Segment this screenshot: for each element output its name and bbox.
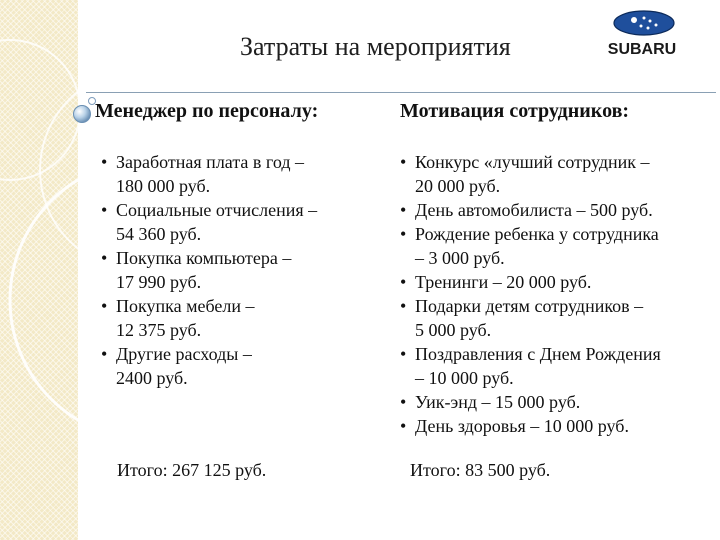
list-item bbox=[400, 198, 710, 222]
list-item-line: Рождение ребенка у сотрудника bbox=[415, 224, 659, 244]
list-item-line: День здоровья – 10 000 руб. bbox=[415, 416, 629, 436]
list-item bbox=[400, 414, 710, 438]
page-title: Затраты на мероприятия bbox=[240, 32, 511, 61]
list-item-line: Поздравления с Днем Рождения bbox=[415, 344, 661, 364]
list-item bbox=[101, 198, 381, 246]
list-item-line: Покупка мебели – bbox=[116, 296, 255, 316]
list-item-line: Другие расходы – bbox=[116, 344, 252, 364]
list-item bbox=[101, 246, 381, 294]
list-item-line: Заработная плата в год – bbox=[116, 152, 304, 172]
right-total: Итого: 83 500 руб. bbox=[410, 460, 551, 480]
list-item-line: – 3 000 руб. bbox=[415, 248, 505, 268]
list-item bbox=[101, 342, 381, 390]
svg-text:SUBARU: SUBARU bbox=[607, 41, 677, 58]
list-item bbox=[400, 222, 710, 270]
list-item-line: Конкурс «лучший сотрудник – bbox=[415, 152, 650, 172]
right-column-heading: Мотивация сотрудников: bbox=[400, 100, 630, 122]
list-item bbox=[400, 270, 710, 294]
list-item-line: – 10 000 руб. bbox=[415, 368, 514, 388]
list-item bbox=[400, 294, 710, 342]
list-item-line: 5 000 руб. bbox=[415, 320, 492, 340]
list-item-line: Покупка компьютера – bbox=[116, 248, 292, 268]
list-item-line: 12 375 руб. bbox=[116, 320, 202, 340]
list-item bbox=[101, 150, 381, 198]
list-item bbox=[400, 390, 710, 414]
subaru-logo bbox=[578, 8, 706, 58]
list-item-line: 17 990 руб. bbox=[116, 272, 202, 292]
left-total: Итого: 267 125 руб. bbox=[117, 460, 267, 480]
list-item-line: Социальные отчисления – bbox=[116, 200, 318, 220]
list-item-line: 20 000 руб. bbox=[415, 176, 501, 196]
list-item-line: Подарки детям сотрудников – bbox=[415, 296, 644, 316]
left-column-heading: Менеджер по персоналу: bbox=[95, 100, 319, 122]
list-item-line: Уик-энд – 15 000 руб. bbox=[415, 392, 581, 412]
list-item bbox=[101, 294, 381, 342]
list-item-line: Тренинги – 20 000 руб. bbox=[415, 272, 592, 292]
list-item bbox=[400, 342, 710, 390]
left-expense-list bbox=[101, 150, 381, 390]
list-item-line: День автомобилиста – 500 руб. bbox=[415, 200, 653, 220]
list-item bbox=[400, 150, 710, 198]
list-item-line: 54 360 руб. bbox=[116, 224, 202, 244]
header-divider bbox=[86, 92, 716, 93]
list-item-line: 180 000 руб. bbox=[116, 176, 211, 196]
right-expense-list bbox=[400, 150, 710, 438]
list-item-line: 2400 руб. bbox=[116, 368, 188, 388]
